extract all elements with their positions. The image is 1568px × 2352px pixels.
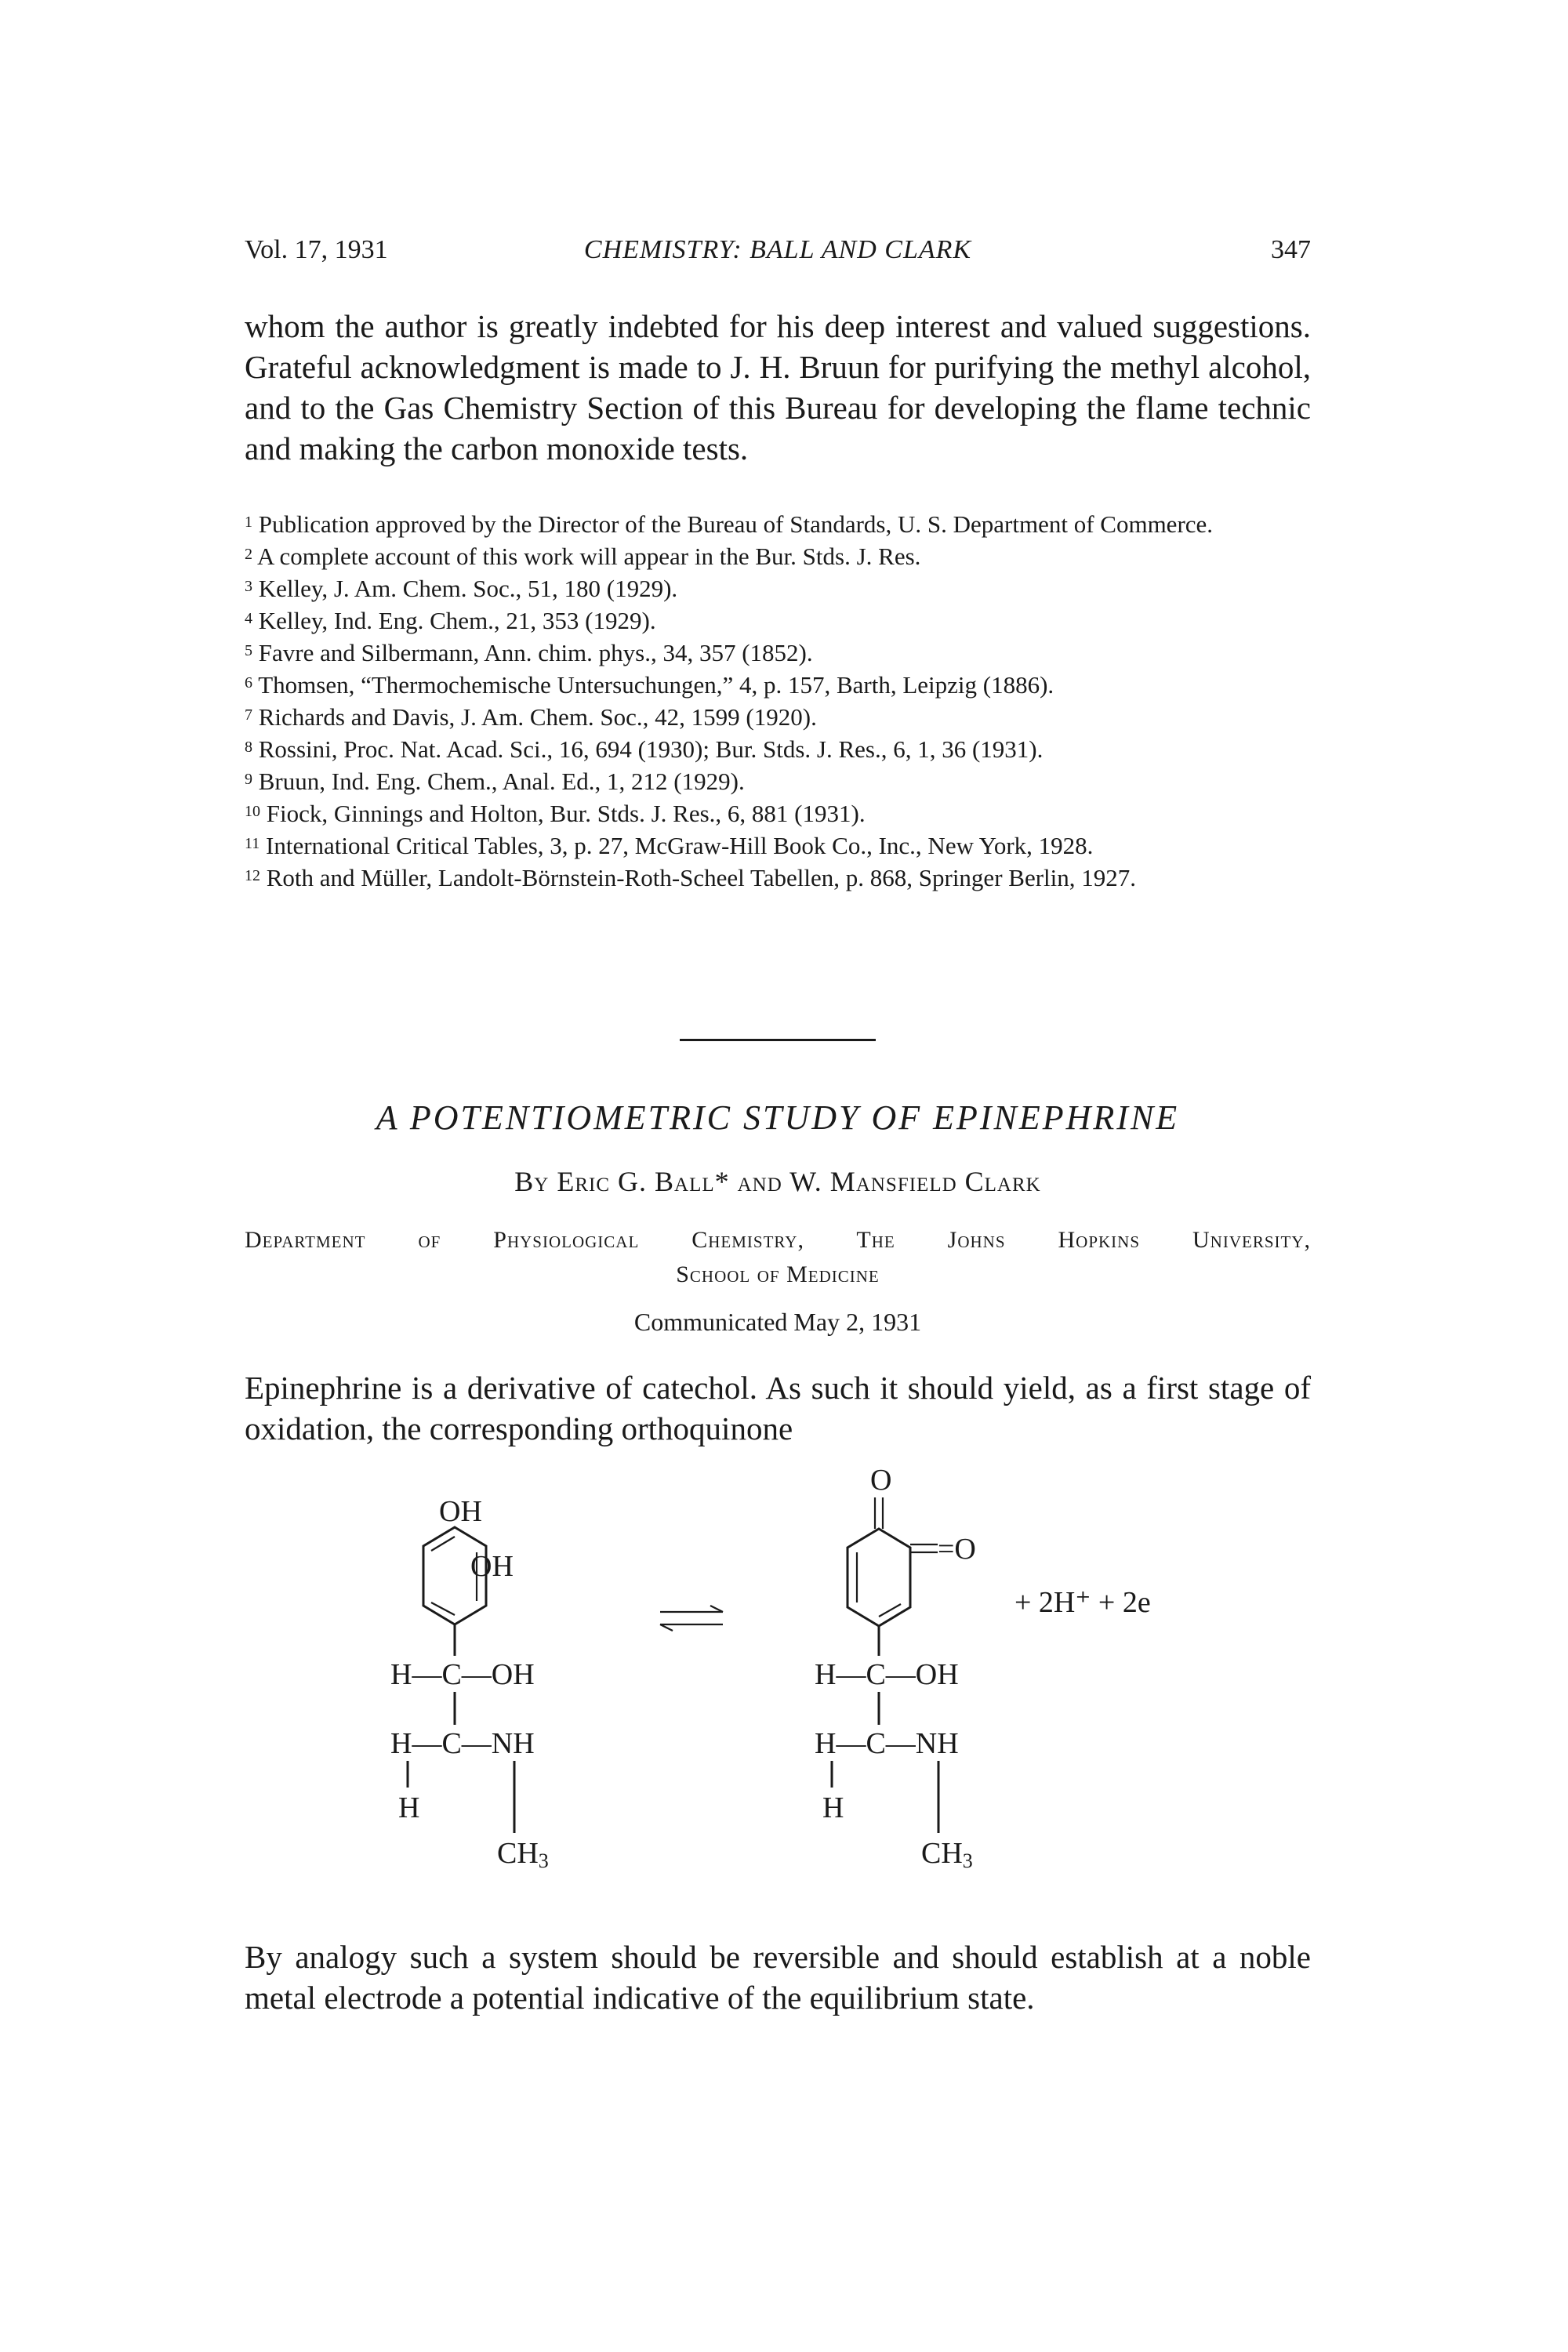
reaction-svg xyxy=(245,1458,1311,1897)
page-number: 347 xyxy=(1271,235,1311,264)
row-chnh-label: H—C—NH xyxy=(815,1727,959,1760)
methyl-label: CH3 xyxy=(497,1837,549,1872)
hydrogen-label: H xyxy=(822,1791,844,1824)
methyl-label: CH3 xyxy=(921,1837,973,1872)
orthoquinone-structure xyxy=(815,1464,976,1872)
author-byline: By Eric G. Ball* and W. Mansfield Clark xyxy=(514,1166,1041,1197)
footnote: $^{12}$ Roth and Müller, Landolt-Börnstein-Roth-Scheel Tabellen, p. 868, Springer Berlin, 1927. xyxy=(245,864,1136,891)
footnote: $^{11}$ International Critical Tables, 3, p. 27, McGraw-Hill Book Co., Inc., New York, 1928. xyxy=(245,832,1094,859)
carbonyl-top-label: O xyxy=(870,1464,892,1497)
footnote: $^3$ Kelley, J. Am. Chem. Soc., 51, 180 (1929). xyxy=(245,575,678,602)
forward-arrow-head xyxy=(710,1606,723,1612)
reaction-products-label: + 2H⁺ + 2e xyxy=(1014,1586,1151,1619)
reverse-arrow-head xyxy=(660,1624,673,1631)
footnote: $^6$ Thomsen, “Thermochemische Untersuchungen,” 4, p. 157, Barth, Leipzig (1886). xyxy=(245,671,1054,699)
footnotes xyxy=(245,508,1311,894)
hydroxyl-top-label: OH xyxy=(439,1495,482,1528)
affiliation-line: Department of Physiological Chemistry, The Johns Hopkins University, xyxy=(245,1227,1311,1253)
footnote: $^4$ Kelley, Ind. Eng. Chem., 21, 353 (1929). xyxy=(245,607,656,634)
article-title: A POTENTIOMETRIC STUDY OF EPINEPHRINE xyxy=(376,1098,1180,1137)
footnote: $^{10}$ Fiock, Ginnings and Holton, Bur. Stds. J. Res., 6, 881 (1931). xyxy=(245,800,866,827)
hydrogen-label: H xyxy=(398,1791,420,1824)
running-title: CHEMISTRY: BALL AND CLARK xyxy=(583,235,972,264)
section-divider xyxy=(680,1039,876,1041)
carbonyl-side-label: =O xyxy=(938,1533,976,1566)
footnote: $^7$ Richards and Davis, J. Am. Chem. Soc., 42, 1599 (1920). xyxy=(245,703,817,731)
affiliation xyxy=(245,1223,1311,1292)
row-choh-label: H—C—OH xyxy=(815,1658,959,1691)
intro-paragraph: Epinephrine is a derivative of catechol. As such it should yield, as a first stage of oxidation, the corresponding orthoquinone xyxy=(245,1370,1311,1446)
continued-paragraph: whom the author is greatly indebted for his deep interest and valued suggestions. Grateful acknowledgment is made to J. H. Bruun for purifying the methyl alcohol, and to the Gas Chemistry Section of this Bureau for developing the flame technic and making the carbon monoxide tests. xyxy=(245,308,1311,466)
affiliation-line: School of Medicine xyxy=(676,1261,880,1287)
footnote: $^8$ Rossini, Proc. Nat. Acad. Sci., 16, 694 (1930); Bur. Stds. J. Res., 6, 1, 36 (1931). xyxy=(245,735,1044,763)
communicated-date: Communicated May 2, 1931 xyxy=(633,1308,922,1336)
footnote: $^1$ Publication approved by the Director of the Bureau of Standards, U. S. Department of Commerce. xyxy=(245,510,1214,538)
footnote: $^5$ Favre and Silbermann, Ann. chim. phys., 34, 357 (1852). xyxy=(245,639,813,666)
hydroxyl-side-label: OH xyxy=(470,1550,514,1583)
epinephrine-structure xyxy=(390,1495,549,1872)
row-choh-label: H—C—OH xyxy=(390,1658,535,1691)
row-chnh-label: H—C—NH xyxy=(390,1727,535,1760)
volume-label: Vol. 17, 1931 xyxy=(245,235,388,264)
reaction-diagram xyxy=(245,1458,1311,1897)
equilibrium-arrow xyxy=(660,1606,723,1631)
closing-paragraph: By analogy such a system should be reversible and should establish at a noble metal electrode a potential indicative of the equilibrium state. xyxy=(245,1939,1311,2016)
footnote: $^2$ A complete account of this work will appear in the Bur. Stds. J. Res. xyxy=(245,543,921,570)
running-header xyxy=(245,235,1311,274)
footnote: $^9$ Bruun, Ind. Eng. Chem., Anal. Ed., 1, 212 (1929). xyxy=(245,768,745,795)
